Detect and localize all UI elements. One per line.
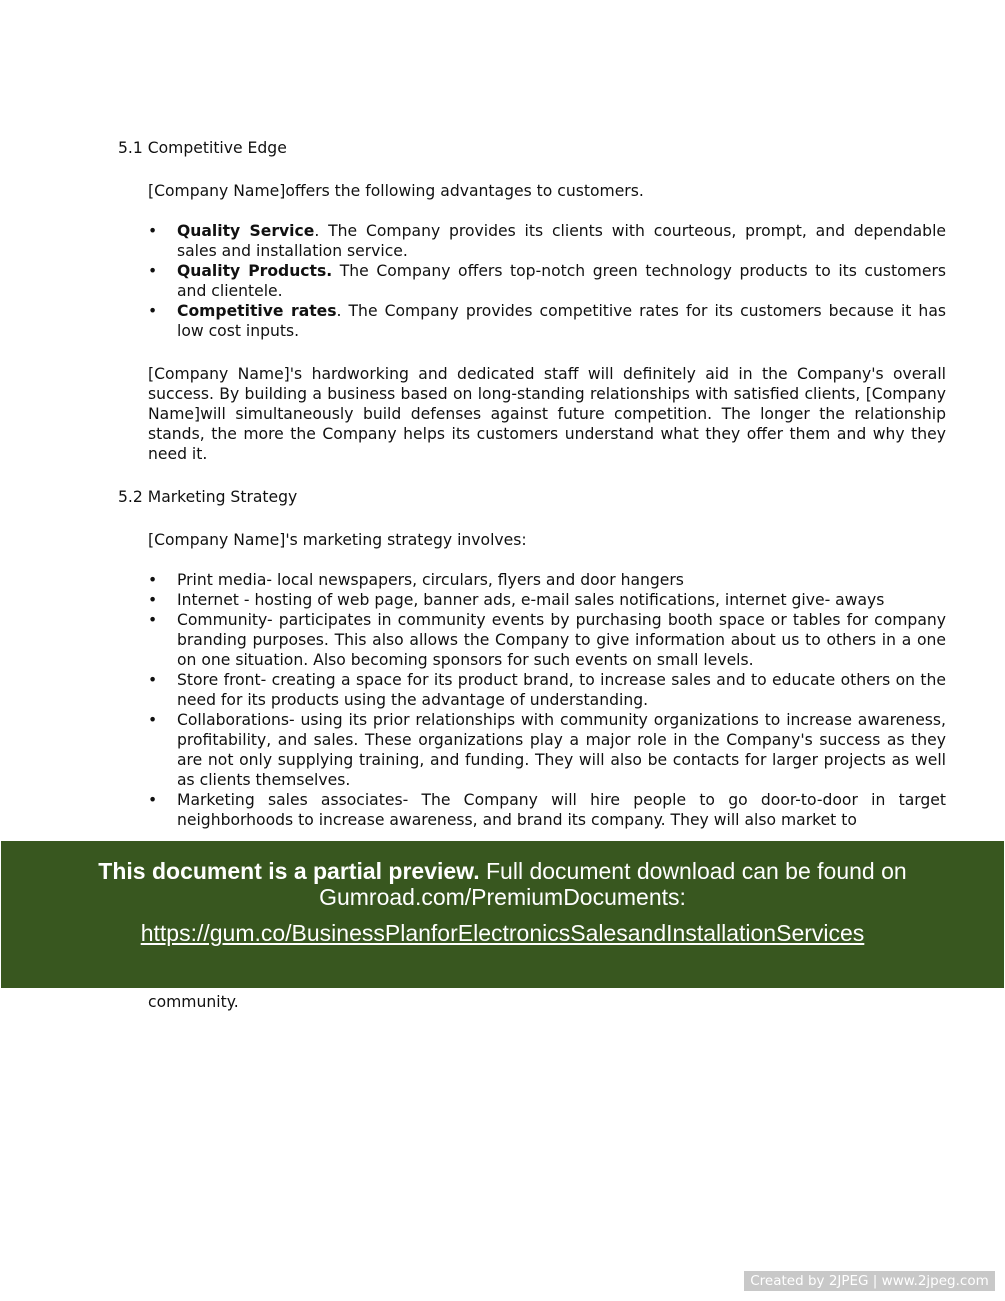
list-item [148,301,946,341]
item-text: . The Company provides competitive rates for its customers because it has low cost inputs. [177,302,946,340]
section-heading-marketing-strategy: 5.2 Marketing Strategy [118,488,298,506]
item-title: Quality Products. [177,262,333,280]
section-heading-competitive-edge: 5.1 Competitive Edge [118,139,287,157]
list-item: • Community- participates in community events by purchasing booth space or tables for company branding purposes. This also allows the Company to give information about us to others in a one on one situation. Also becoming sponsors for such events on small levels. [148,610,946,670]
list-item [148,261,946,301]
item-text: . The Company provides its clients with courteous, prompt, and dependable sales and installation service. [177,222,946,260]
list-item: • Marketing sales associates- The Company will hire people to go door-to-door in target neighborhoods to increase awareness, and brand its company. They will also market to [148,790,946,830]
marketing-list [148,570,946,830]
item-text: The Company offers top-notch green technology products to its customers and clientele. [177,262,946,300]
competitive-edge-intro: [Company Name]offers the following advantages to customers. [148,182,644,200]
banner-bold-text: This document is a partial preview. [98,858,480,884]
list-item: • Store front- creating a space for its product brand, to increase sales and to educate others on the need for its products using the advantage of understanding. [148,670,946,710]
banner-text: Full document download can be found on [479,858,907,884]
download-link[interactable]: https://gum.co/BusinessPlanforElectronicsSalesandInstallationServices [140,920,865,946]
banner-line-2: Gumroad.com/PremiumDocuments: [319,884,686,910]
list-item [148,221,946,261]
watermark: Created by 2JPEG | www.2jpeg.com [744,1271,995,1291]
marketing-intro: [Company Name]'s marketing strategy involves: [148,531,527,549]
advantages-list [148,221,946,341]
list-item: • Internet - hosting of web page, banner ads, e-mail sales notifications, internet give- aways [148,590,946,610]
item-title: Quality Service [177,222,315,240]
banner-line-1 [1,858,1004,884]
list-item: • Collaborations- using its prior relationships with community organizations to increase awareness, profitability, and sales. These organizations play a major role in the Company's success as they are not only supplying training, and funding. They will also be contacts for larger projects as well as clients themselves. [148,710,946,790]
competitive-edge-paragraph: [Company Name]'s hardworking and dedicated staff will definitely aid in the Company's overall success. By building a business based on long-standing relationships with satisfied clients, [Company Name]will simultaneously build defenses against future competition. The longer the relationship stands, the more the Company helps its customers understand what they offer them and why they need it. [148,365,946,463]
item-title: Competitive rates [177,302,337,320]
list-item: • Print media- local newspapers, circulars, flyers and door hangers [148,570,946,590]
preview-banner [1,841,1004,988]
trailing-text: community. [148,993,239,1011]
